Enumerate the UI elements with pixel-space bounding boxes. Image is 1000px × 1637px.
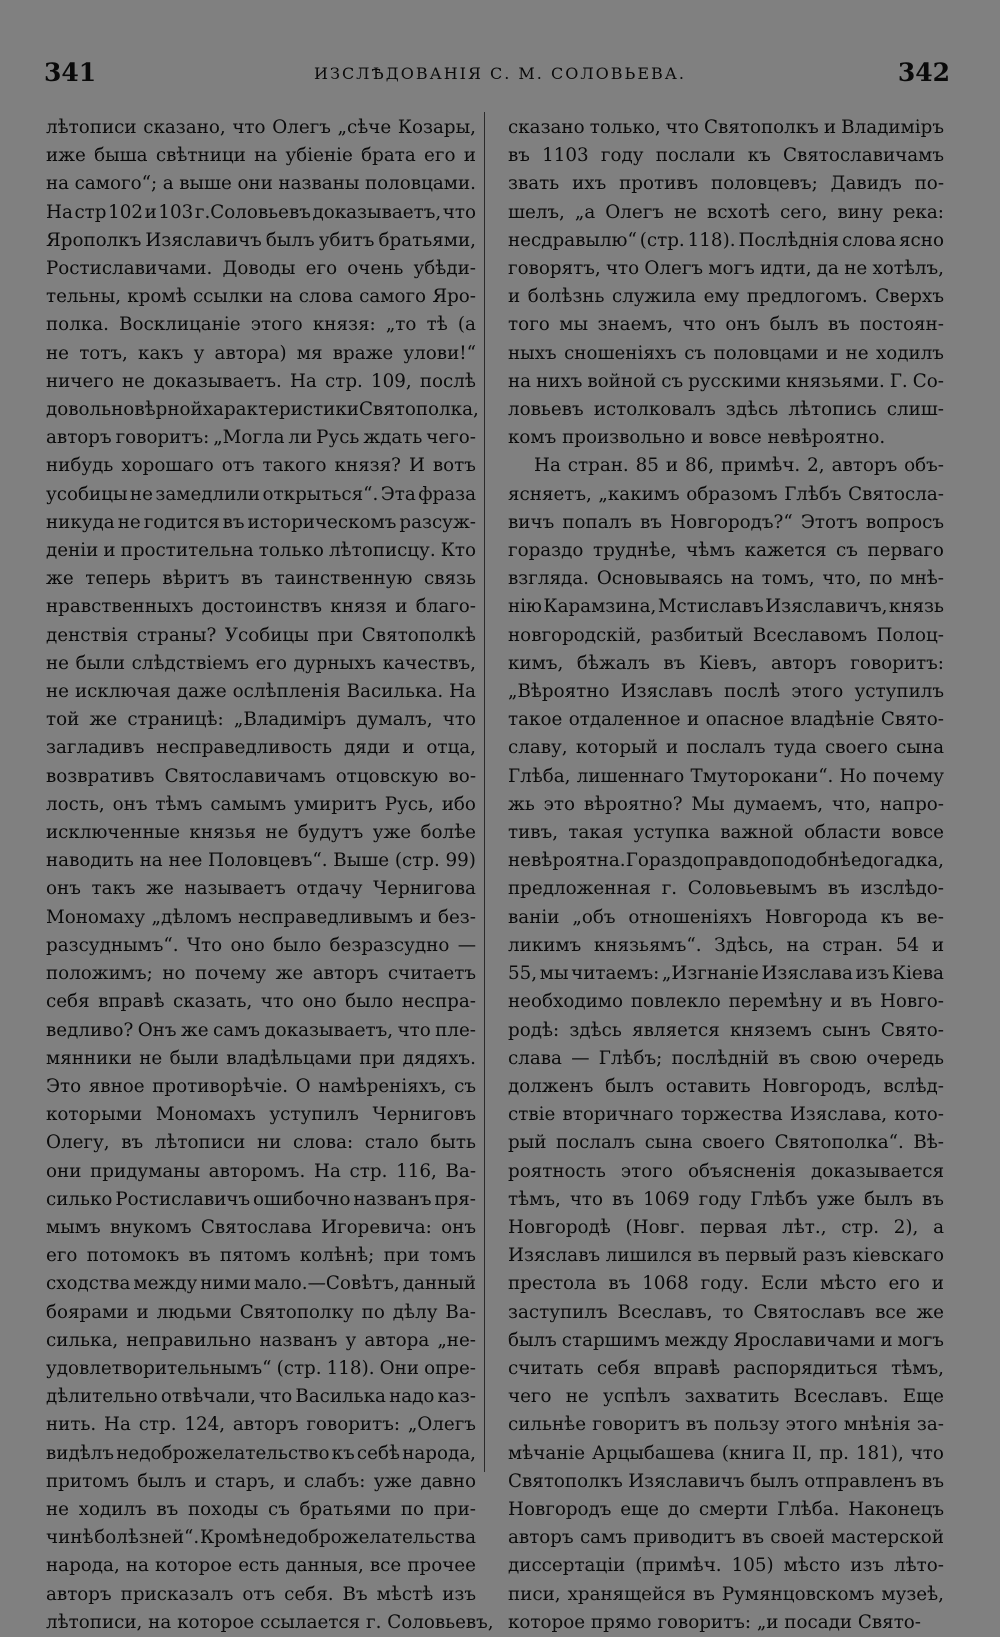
- running-title: ИЗСЛѢДОВАНІЯ С. М. СОЛОВЬЕВА.: [314, 64, 686, 83]
- text-line: Новгородъ еще до смерти Глѣба. Наконецъ: [508, 1498, 944, 1520]
- text-line: Новгородѣ (Новг. первая лѣт., стр. 2), а: [508, 1216, 944, 1238]
- text-line: боярами и людьми Святополку по дѣлу Ва-: [46, 1301, 476, 1323]
- text-line: положимъ; но почему же авторъ считаетъ: [46, 963, 476, 985]
- text-line: себя вправѣ сказать, что оно было неспра-: [46, 991, 476, 1013]
- text-line: кимъ, бѣжалъ въ Кіевъ, авторъ говоритъ:: [508, 652, 944, 674]
- text-line: сказано только, что Святополкъ и Владиміръ: [508, 117, 944, 138]
- text-line: авторъ присказалъ отъ себя. Въ мѣстѣ изъ: [46, 1583, 476, 1605]
- text-line: на нихъ войной съ русскими князьями. Г. Со-: [508, 370, 944, 392]
- text-line: невѣроятна. Гораздо правдоподобнѣе догадка,: [508, 850, 944, 872]
- text-line: былъ старшимъ между Ярославичами и могъ: [508, 1329, 944, 1351]
- text-line: несдравылю“ (стр. 118). Послѣднія слова ясно: [508, 229, 944, 251]
- text-line: тѣмъ, что въ 1069 году Глѣбъ уже былъ въ: [508, 1188, 944, 1210]
- text-line: притомъ былъ и старъ, и слабъ: уже давно: [46, 1470, 476, 1492]
- text-line: новгородскій, разбитый Всеславомъ Полоц-: [508, 624, 944, 646]
- text-line: усобицы не замедлили открыться“. Эта фраза: [46, 483, 476, 505]
- text-line: Ярополкъ Изяславичъ былъ убитъ братьями,: [46, 229, 476, 251]
- text-line: на самого“; а выше они названы половцами.: [46, 173, 476, 195]
- text-line: Изяславъ лишился въ первый разъ кіевскаго: [508, 1245, 944, 1267]
- text-line: нить. На стр. 124, авторъ говоритъ: „Олегъ: [46, 1414, 476, 1436]
- text-line: рый послалъ сына своего Святополка“. Вѣ-: [508, 1132, 944, 1154]
- text-line: взгляда. Основываясь на томъ, что, по мнѣ-: [508, 568, 944, 590]
- text-line: говорятъ, что Олегъ могъ идти, да не хотѣлъ,: [508, 258, 944, 280]
- text-line: мымъ внукомъ Святослава Игоревича: онъ: [46, 1216, 476, 1238]
- text-line: необходимо повлекло перемѣну и въ Новго-: [508, 991, 944, 1013]
- text-line: 55, мы читаемъ: „Изгнаніе Изяслава изъ Кіева: [508, 963, 944, 985]
- text-line: предложенная г. Соловьевымъ въ изслѣдо-: [508, 878, 944, 900]
- page-header: [0, 58, 1000, 98]
- text-line: не были слѣдствіемъ его дурныхъ качествъ,: [46, 652, 476, 674]
- text-line: которыми Мономахъ уступилъ Черниговъ: [46, 1104, 476, 1126]
- text-line: чего не успѣлъ захватить Всеславъ. Еще: [508, 1386, 944, 1408]
- text-line: роятность этого объясненія доказывается: [508, 1160, 944, 1182]
- text-line: ловьевъ истолковалъ здѣсь лѣтопись слиш-: [508, 399, 944, 421]
- text-line: мѣчаніе Арцыбашева (книга II, пр. 181), что: [508, 1442, 944, 1464]
- text-line: народа, на которое есть данныя, все прочее: [46, 1555, 476, 1577]
- text-line: престола въ 1068 году. Если мѣсто его и: [508, 1273, 944, 1295]
- text-line: которое прямо говоритъ: „и посади Свято-: [508, 1611, 921, 1633]
- text-line: наводить на нее Половцевъ“. Выше (стр. 99): [46, 850, 476, 872]
- text-line: Глѣба, лишеннаго Тмуторокани“. Но почему: [508, 765, 944, 787]
- text-line: диссертаціи (примѣч. 105) мѣсто изъ лѣто-: [508, 1555, 944, 1577]
- text-line: Святополкъ Изяславичъ былъ отправленъ въ: [508, 1470, 944, 1492]
- text-line: ясняетъ, „какимъ образомъ Глѣбъ Святосла-: [508, 483, 944, 505]
- text-line: лость, онъ тѣмъ самымъ умиритъ Русь, ибо: [46, 793, 476, 815]
- text-line: денствія страны? Усобицы при Святополкѣ: [46, 624, 476, 646]
- text-line: тельны, кромѣ ссылки на слова самого Яро-: [46, 286, 476, 308]
- column-divider: [484, 112, 485, 1472]
- text-line: того мы знаемъ, что онъ былъ въ постоян-: [508, 314, 944, 336]
- text-line: славу, который и послалъ туда своего сына: [508, 737, 944, 759]
- text-line: ликимъ князьямъ“. Здѣсь, на стран. 54 и: [508, 934, 944, 956]
- text-line: исключенные князья не будутъ уже болѣе: [46, 822, 476, 844]
- text-line: его потомокъ въ пятомъ колѣнѣ; при томъ: [46, 1245, 476, 1267]
- text-line: онъ такъ же называетъ отдачу Чернигова: [46, 878, 476, 900]
- text-line: не тотъ, какъ у автора) мя враже улови!“: [46, 342, 476, 364]
- text-line: въ 1103 году послали къ Святославичамъ: [508, 145, 944, 167]
- text-line: никуда не годится въ историческомъ разсуж-: [46, 511, 476, 533]
- text-line: дѣлительно отвѣчали, что Василька надо каз-: [46, 1386, 476, 1408]
- text-line: деніи и простительна только лѣтописцу. Кто: [46, 540, 476, 562]
- text-line: ничего не доказываетъ. На стр. 109, послѣ: [46, 370, 476, 392]
- text-line: полка. Восклицаніе этого князя: „то тѣ (а: [46, 314, 476, 336]
- text-line: чинѣ болѣзней“. Кромѣ недоброжелательства: [46, 1527, 476, 1549]
- text-line: иже быша свѣтници на убіеніе брата его и: [46, 145, 476, 167]
- page-number-left: 341: [44, 58, 97, 87]
- text-line: ствіе вторичнаго торжества Изяслава, кото-: [508, 1104, 944, 1126]
- text-line: авторъ говоритъ: „Могла ли Русь ждать чего-: [46, 427, 476, 449]
- text-line: разсуднымъ“. Что оно было безразсудно —: [46, 934, 476, 956]
- text-line: же теперь вѣритъ въ таинственную связь: [46, 568, 476, 590]
- text-line: комъ произвольно и вовсе невѣроятно.: [508, 427, 886, 449]
- text-line: На стр 102 и 103 г.Соловьевъ доказываетъ, что: [46, 201, 476, 223]
- text-line: они придуманы авторомъ. На стр. 116, Ва-: [46, 1160, 476, 1182]
- text-line: вичъ попалъ въ Новгородъ?“ Этотъ вопросъ: [508, 511, 944, 533]
- text-line: Это явное противорѣчіе. О намѣреніяхъ, съ: [46, 1075, 476, 1097]
- text-line: ведливо? Онъ же самъ доказываетъ, что пле-: [46, 1019, 476, 1041]
- text-line: и болѣзнь служила ему предлогомъ. Сверхъ: [508, 286, 944, 308]
- text-line: такое отдаленное и опасное владѣніе Свято-: [508, 709, 944, 731]
- text-line: не ходилъ въ походы съ братьями по при-: [46, 1498, 476, 1520]
- text-line: родѣ: здѣсь является княземъ сынъ Свято-: [508, 1019, 944, 1041]
- text-line: возвративъ Святославичамъ отцовскую во-: [46, 765, 476, 787]
- text-line: „Вѣроятно Изяславъ послѣ этого уступилъ: [508, 681, 944, 703]
- page-number-right: 342: [897, 58, 950, 87]
- text-line: лѣтописи сказано, что Олегъ „сѣче Козары,: [46, 117, 476, 138]
- text-line: писи, хранящейся въ Румянцовскомъ музеѣ,: [508, 1583, 944, 1605]
- text-line: силька, неправильно названъ у автора „не-: [46, 1329, 476, 1351]
- text-line: загладивъ несправедливость дяди и отца,: [46, 737, 476, 759]
- text-line: сильнѣе говоритъ въ пользу этого мнѣнія за-: [508, 1414, 944, 1436]
- text-line: довольно вѣрной характеристики Святополка,: [46, 399, 479, 421]
- text-line: мянники не были владѣльцами при дядяхъ.: [46, 1047, 476, 1069]
- right-column: [508, 114, 944, 1637]
- text-line: На стран. 85 и 86, примѣч. 2, авторъ объ-: [534, 455, 944, 477]
- text-line: нибудь хорошаго отъ такого князя? И вотъ: [46, 455, 476, 477]
- text-line: видѣлъ недоброжелательство къ себѣ народа,: [46, 1442, 476, 1464]
- text-line: гораздо труднѣе, чѣмъ кажется съ перваго: [508, 540, 944, 562]
- text-line: не исключая даже ослѣпленія Василька. На: [46, 681, 476, 703]
- text-line: считать себя вправѣ распорядиться тѣмъ,: [508, 1357, 944, 1379]
- text-line: нравственныхъ достоинствъ князя и благо-: [46, 596, 476, 618]
- text-line: лѣтописи, на которое ссылается г. Соловьевъ,: [46, 1611, 494, 1633]
- text-line: Олегу, въ лѣтописи ни слова: стало быть: [46, 1132, 476, 1154]
- text-line: ныхъ сношеніяхъ съ половцами и не ходилъ: [508, 342, 944, 364]
- text-line: шелъ, „а Олегъ не всхотѣ сего, вину река:: [508, 201, 944, 223]
- text-line: той же страницѣ: „Владиміръ думалъ, что: [46, 709, 476, 731]
- left-column: [46, 114, 494, 1637]
- text-line: долженъ былъ оставить Новгородъ, вслѣд-: [508, 1075, 944, 1097]
- text-line: жь это вѣроятно? Мы думаемъ, что, напро-: [508, 793, 944, 815]
- text-line: удовлетворительнымъ“ (стр. 118). Они опре-: [46, 1357, 476, 1379]
- text-line: звать ихъ противъ половцевъ; Давидъ по-: [508, 173, 944, 195]
- text-line: Ростиславичами. Доводы его очень убѣди-: [46, 258, 476, 280]
- text-line: слава — Глѣбъ; послѣдній въ свою очередь: [508, 1047, 944, 1069]
- text-line: нію Карамзина, Мстиславъ Изяславичъ, князь: [508, 596, 944, 618]
- text-line: ваніи „объ отношеніяхъ Новгорода къ ве-: [508, 906, 944, 928]
- text-line: заступилъ Всеславъ, то Святославъ все же: [508, 1301, 944, 1323]
- text-line: авторъ самъ приводитъ въ своей мастерской: [508, 1527, 944, 1549]
- text-line: Мономаху „дѣломъ несправедливымъ и без-: [46, 906, 476, 928]
- text-line: тивъ, такая уступка важной области вовсе: [508, 822, 944, 844]
- text-line: сходства между ними мало.—Совѣтъ, данный: [46, 1273, 476, 1295]
- text-line: силько Ростиславичъ ошибочно названъ пря-: [46, 1188, 476, 1210]
